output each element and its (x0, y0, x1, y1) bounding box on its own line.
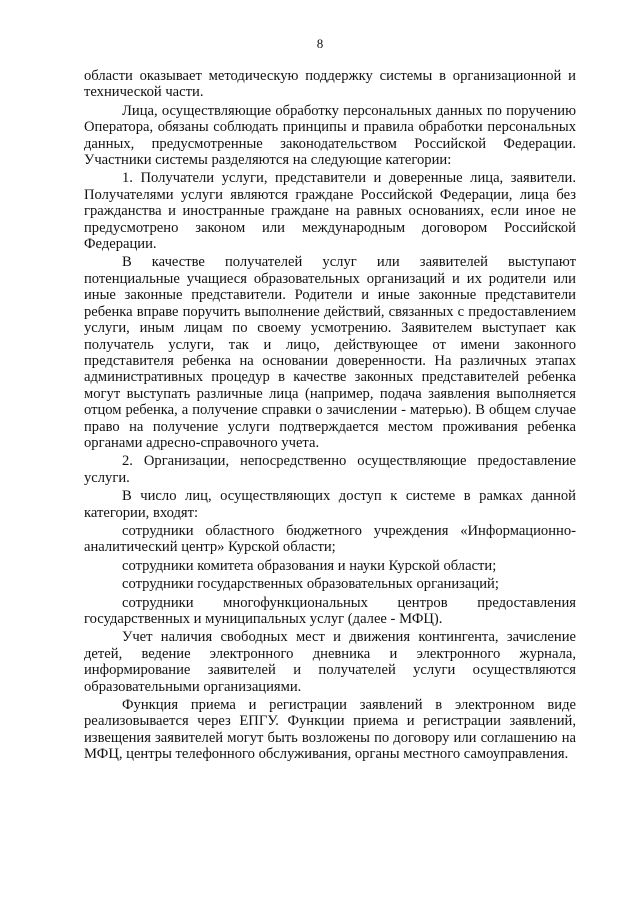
paragraph: Учет наличия свободных мест и движения контингента, зачисление детей, ведение электронного дневника и электронного журнала, информирование заявителей и получателей услуги осуществляются образовательными организациями. (84, 629, 576, 695)
paragraph: сотрудники областного бюджетного учреждения «Информационно-аналитический центр» Курской области; (84, 522, 576, 556)
document-body (84, 68, 576, 765)
paragraph: сотрудники комитета образования и науки Курской области; (122, 557, 497, 574)
page-number: 8 (316, 36, 324, 51)
paragraph: сотрудники государственных образовательных организаций; (122, 576, 499, 593)
paragraph: Лица, осуществляющие обработку персональных данных по поручению Оператора, обязаны соблюдать принципы и правила обработки персональных данных, предусмотренные законодательством Российской Федерации. Участники системы разделяются на следующие категории: (84, 102, 576, 169)
paragraph: В число лиц, осуществляющих доступ к системе в рамках данной категории, входят: (84, 488, 576, 521)
paragraph: 2. Организации, непосредственно осуществляющие предоставление услуги. (84, 453, 576, 486)
paragraph: В качестве получателей услуг или заявителей выступают потенциальные учащиеся образовательных организаций и их родители или иные законные представители. Родители и иные законные представители ребенка вправе поручить выполнение действий, связанных с предоставлением услуги, иным лицам по своему усмотрению. Заявителем выступает как получатель услуги, так и лицо, действующее от имени законного представителя ребенка на основании доверенности. На различных этапах административных процедур в качестве законных представителей ребенка могут выступать различные лица (например, подача заявления выполняется отцом ребенка, а получение справки о зачислении - матерью). В общем случае право на получение услуги подтверждается местом проживания ребенка органами адресно-справочного учета. (84, 254, 576, 451)
paragraph: 1. Получатели услуги, представители и доверенные лица, заявители. Получателями услуги являются граждане Российской Федерации, лица без гражданства и иностранные граждане на равных основаниях, если иное не предусмотрено законом или международным договором Российской Федерации. (84, 170, 576, 253)
paragraph: сотрудники многофункциональных центров предоставления государственных и муниципальных услуг (далее - МФЦ). (84, 594, 576, 627)
paragraph: Функция приема и регистрации заявлений в электронном виде реализовывается через ЕПГУ. Функции приема и регистрации заявлений, извещения заявителей могут быть возложены по договору или соглашению на МФЦ, центры телефонного обслуживания, органы местного самоуправления. (84, 697, 576, 763)
paragraph: области оказывает методическую поддержку системы в организационной и технической части. (84, 68, 576, 101)
